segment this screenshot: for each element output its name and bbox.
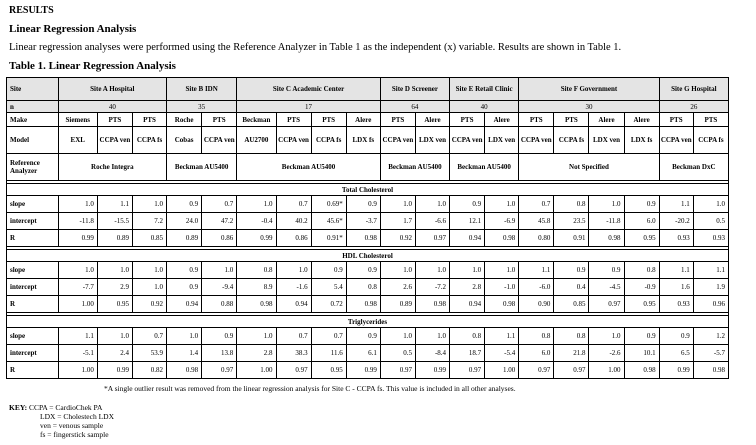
r-value-cell: 1.00 [237,362,276,379]
model-row [7,127,729,154]
slope-value-cell: 1.1 [97,196,132,213]
r-value-cell: 0.91 [554,230,589,247]
intercept-value-cell: -15.5 [97,213,132,230]
r-value-cell: 0.99 [237,230,276,247]
model-cell: LDX ven [589,127,624,154]
make-cell: Alere [346,113,380,127]
r-value-cell: 1.00 [589,362,624,379]
model-cell: AU2700 [237,127,276,154]
slope-value-cell: 1.0 [693,196,728,213]
slope-value-cell: 0.9 [311,262,346,279]
slope-value-cell: 1.0 [202,262,237,279]
model-cell: LDX ven [485,127,519,154]
model-cell: CCPA ven [276,127,311,154]
r-value-cell: 0.96 [693,296,728,313]
r-value-cell: 1.00 [58,296,97,313]
r-value-cell: 0.97 [450,362,485,379]
r-value-cell: 0.95 [624,296,659,313]
slope-value-cell: 1.1 [58,328,97,345]
slope-value-cell: 1.0 [380,262,415,279]
r-value-cell: 0.97 [589,296,624,313]
site-n-cell: 17 [237,101,381,113]
intercept-value-cell: 10.1 [624,345,659,362]
site-name-cell: Site E Retail Clinic [450,78,519,101]
reference-label: Reference Analyzer [7,154,59,181]
regression-table [6,77,729,379]
r-value-cell: 0.94 [276,296,311,313]
slope-value-cell: 0.9 [346,262,380,279]
slope-value-cell: 0.8 [450,328,485,345]
intercept-value-cell: 2.8 [237,345,276,362]
slope-value-cell: 0.7 [202,196,237,213]
reference-cell: Not Specified [519,154,659,181]
model-cell: CCPA fs [693,127,728,154]
slope-value-cell: 0.9 [346,328,380,345]
reference-cell: Beckman AU5400 [450,154,519,181]
intercept-value-cell: 24.0 [167,213,202,230]
r-value-cell: 0.97 [202,362,237,379]
intercept-value-cell: -7.2 [415,279,449,296]
intercept-value-cell: 47.2 [202,213,237,230]
r-value-cell: 1.00 [485,362,519,379]
intercept-value-cell: 1.6 [659,279,693,296]
slope-value-cell: 0.7 [276,196,311,213]
r-value-cell: 0.99 [97,362,132,379]
slope-value-cell: 1.0 [97,262,132,279]
r-value-cell: 0.97 [519,362,554,379]
intercept-value-cell: -2.6 [589,345,624,362]
intercept-value-cell: 8.9 [237,279,276,296]
slope-value-cell: 1.1 [693,262,728,279]
slope-value-cell: 1.0 [415,196,449,213]
slope-value-cell: 1.0 [589,328,624,345]
slope-value-cell: 0.8 [519,328,554,345]
intercept-value-cell: -5.4 [485,345,519,362]
slope-value-cell: 0.9 [589,262,624,279]
slope-value-cell: 1.0 [276,262,311,279]
r-value-cell: 0.97 [415,230,449,247]
intercept-value-cell: 0.5 [380,345,415,362]
intercept-value-cell: 0.8 [346,279,380,296]
slope-value-cell: 0.69* [311,196,346,213]
intercept-value-cell: -8.4 [415,345,449,362]
slope-value-cell: 1.1 [659,262,693,279]
slope-value-cell: 0.7 [519,196,554,213]
slope-value-cell: 1.0 [589,196,624,213]
intercept-value-cell: 2.6 [380,279,415,296]
make-cell: Alere [624,113,659,127]
intercept-value-cell: 0.9 [167,279,202,296]
slope-row [7,262,729,279]
slope-label: slope [7,262,59,279]
slope-value-cell: 1.0 [380,328,415,345]
intercept-value-cell: 1.9 [693,279,728,296]
slope-value-cell: 1.0 [450,262,485,279]
make-cell: PTS [519,113,554,127]
intercept-value-cell: -6.0 [519,279,554,296]
key-item: fs = fingerstick sample [40,430,109,439]
intercept-value-cell: -11.8 [58,213,97,230]
key-title: KEY: [9,403,28,412]
intercept-value-cell: 6.0 [519,345,554,362]
r-value-cell: 0.72 [311,296,346,313]
slope-row [7,328,729,345]
slope-value-cell: 0.7 [276,328,311,345]
slope-label: slope [7,328,59,345]
intercept-value-cell: 0.4 [554,279,589,296]
intercept-value-cell: 45.6* [311,213,346,230]
intercept-value-cell: 45.8 [519,213,554,230]
r-value-cell: 0.98 [346,296,380,313]
slope-value-cell: 0.9 [450,196,485,213]
reference-row [7,154,729,181]
intercept-value-cell: 2.8 [450,279,485,296]
site-label: Site [7,78,59,101]
intercept-value-cell: 40.2 [276,213,311,230]
r-value-cell: 0.99 [415,362,449,379]
make-cell: PTS [693,113,728,127]
r-label: R [7,230,59,247]
make-cell: PTS [311,113,346,127]
model-cell: CCPA fs [311,127,346,154]
r-value-cell: 0.97 [276,362,311,379]
reference-cell: Beckman AU5400 [237,154,381,181]
site-n-cell: 35 [167,101,237,113]
r-value-cell: 0.98 [485,230,519,247]
key-line [9,412,114,421]
intercept-value-cell: -1.6 [276,279,311,296]
slope-value-cell: 0.9 [554,262,589,279]
model-cell: CCPA ven [97,127,132,154]
r-value-cell: 0.99 [346,362,380,379]
r-value-cell: 0.94 [450,296,485,313]
model-label: Model [7,127,59,154]
make-cell: Siemens [58,113,97,127]
model-cell: CCPA ven [519,127,554,154]
reference-cell: Roche Integra [58,154,166,181]
model-cell: EXL [58,127,97,154]
r-value-cell: 0.88 [202,296,237,313]
r-value-cell: 0.93 [659,230,693,247]
make-cell: Beckman [237,113,276,127]
slope-value-cell: 0.9 [167,196,202,213]
r-value-cell: 0.92 [380,230,415,247]
slope-value-cell: 1.0 [132,196,166,213]
intercept-value-cell: 6.5 [659,345,693,362]
intercept-value-cell: -1.0 [485,279,519,296]
r-row [7,230,729,247]
model-cell: CCPA ven [450,127,485,154]
section-header-row [7,250,729,262]
section-header-row [7,316,729,328]
r-value-cell: 0.89 [97,230,132,247]
r-value-cell: 1.00 [58,362,97,379]
slope-value-cell: 1.0 [167,328,202,345]
model-cell: CCPA ven [659,127,693,154]
reference-cell: Beckman AU5400 [167,154,237,181]
r-value-cell: 0.98 [589,230,624,247]
key-legend [9,403,114,439]
intercept-value-cell: 13.8 [202,345,237,362]
make-cell: PTS [554,113,589,127]
slope-value-cell: 0.8 [554,196,589,213]
intercept-value-cell: 21.8 [554,345,589,362]
r-value-cell: 0.92 [132,296,166,313]
make-row [7,113,729,127]
r-value-cell: 0.98 [167,362,202,379]
site-n-cell: 40 [450,101,519,113]
make-cell: Alere [485,113,519,127]
site-name-cell: Site F Government [519,78,659,101]
intercept-value-cell: -0.4 [237,213,276,230]
slope-value-cell: 0.8 [237,262,276,279]
intercept-value-cell: -0.9 [624,279,659,296]
intercept-value-cell: 7.2 [132,213,166,230]
r-value-cell: 0.80 [519,230,554,247]
intercept-value-cell: -5.1 [58,345,97,362]
slope-value-cell: 1.0 [237,328,276,345]
r-label: R [7,362,59,379]
key-item: CCPA = CardioChek PA [28,403,103,412]
slope-value-cell: 0.9 [346,196,380,213]
r-value-cell: 0.97 [554,362,589,379]
r-value-cell: 0.98 [485,296,519,313]
slope-value-cell: 0.9 [659,328,693,345]
slope-value-cell: 0.9 [624,328,659,345]
section-title-cell: Triglycerides [7,316,729,328]
slope-value-cell: 0.9 [167,262,202,279]
intercept-label: intercept [7,345,59,362]
model-cell: Cobas [167,127,202,154]
key-line [9,430,114,439]
slope-value-cell: 1.0 [485,262,519,279]
model-cell: CCPA ven [380,127,415,154]
section-title-cell: HDL Cholesterol [7,250,729,262]
r-value-cell: 0.93 [693,230,728,247]
results-heading: RESULTS [9,5,54,16]
key-line [9,403,114,412]
intercept-label: intercept [7,279,59,296]
r-value-cell: 0.94 [450,230,485,247]
intercept-value-cell: 2.4 [97,345,132,362]
intercept-value-cell: 1.4 [167,345,202,362]
r-value-cell: 0.89 [380,296,415,313]
r-value-cell: 0.98 [624,362,659,379]
r-value-cell: 0.85 [554,296,589,313]
make-cell: PTS [97,113,132,127]
section-title-cell: Total Cholesterol [7,184,729,196]
site-n-cell: 26 [659,101,728,113]
intercept-value-cell: -20.2 [659,213,693,230]
intercept-value-cell: -3.7 [346,213,380,230]
slope-value-cell: 1.0 [132,262,166,279]
r-value-cell: 0.89 [167,230,202,247]
r-row [7,296,729,313]
r-value-cell: 0.95 [311,362,346,379]
r-value-cell: 0.99 [659,362,693,379]
intercept-value-cell: 6.0 [624,213,659,230]
make-cell: Alere [415,113,449,127]
key-line [9,421,114,430]
slope-label: slope [7,196,59,213]
section-title: Linear Regression Analysis [9,23,137,35]
slope-value-cell: 1.1 [519,262,554,279]
intercept-value-cell: -9.4 [202,279,237,296]
intercept-value-cell: 1.0 [132,279,166,296]
intercept-row [7,345,729,362]
n-row [7,101,729,113]
r-value-cell: 0.94 [167,296,202,313]
r-value-cell: 0.97 [380,362,415,379]
make-cell: PTS [276,113,311,127]
model-cell: LDX ven [415,127,449,154]
model-cell: LDX fs [624,127,659,154]
key-item: ven = venous sample [40,421,104,430]
slope-value-cell: 1.0 [415,262,449,279]
site-name-cell: Site D Screener [380,78,449,101]
reference-cell: Beckman AU5400 [380,154,449,181]
intercept-value-cell: -6.6 [415,213,449,230]
intercept-value-cell: 18.7 [450,345,485,362]
site-name-cell: Site G Hospital [659,78,728,101]
slope-value-cell: 1.2 [693,328,728,345]
r-value-cell: 0.98 [346,230,380,247]
key-item: LDX = Cholestech LDX [40,412,115,421]
footnote: *A single outlier result was removed from the linear regression analysis for Site C - CCPA fs. This value is included in all other analyses. [104,384,516,393]
site-header-row [7,78,729,101]
make-cell: PTS [202,113,237,127]
r-value-cell: 0.98 [693,362,728,379]
intercept-value-cell: -11.8 [589,213,624,230]
slope-row [7,196,729,213]
make-cell: PTS [132,113,166,127]
intercept-label: intercept [7,213,59,230]
intercept-value-cell: -6.9 [485,213,519,230]
make-cell: PTS [450,113,485,127]
site-n-cell: 30 [519,101,659,113]
slope-value-cell: 1.0 [58,262,97,279]
intercept-row [7,279,729,296]
r-value-cell: 0.85 [132,230,166,247]
r-value-cell: 0.99 [58,230,97,247]
r-value-cell: 0.90 [519,296,554,313]
make-label: Make [7,113,59,127]
make-cell: PTS [380,113,415,127]
intercept-value-cell: 5.4 [311,279,346,296]
slope-value-cell: 1.0 [380,196,415,213]
slope-value-cell: 0.9 [202,328,237,345]
slope-value-cell: 1.0 [237,196,276,213]
intercept-value-cell: -7.7 [58,279,97,296]
intercept-value-cell: 0.5 [693,213,728,230]
slope-value-cell: 0.7 [311,328,346,345]
section-header-row [7,184,729,196]
make-cell: Roche [167,113,202,127]
model-cell: LDX fs [346,127,380,154]
r-value-cell: 0.82 [132,362,166,379]
intro-text: Linear regression analyses were performed using the Reference Analyzer in Table 1 as the independent (x) variable. Results are shown in Table 1. [9,42,622,53]
intercept-value-cell: -4.5 [589,279,624,296]
r-value-cell: 0.98 [415,296,449,313]
intercept-value-cell: 11.6 [311,345,346,362]
intercept-value-cell: 12.1 [450,213,485,230]
intercept-row [7,213,729,230]
slope-value-cell: 1.1 [659,196,693,213]
site-n-cell: 40 [58,101,166,113]
model-cell: CCPA ven [202,127,237,154]
slope-value-cell: 0.8 [554,328,589,345]
slope-value-cell: 0.7 [132,328,166,345]
r-value-cell: 0.86 [202,230,237,247]
intercept-value-cell: 23.5 [554,213,589,230]
make-cell: PTS [659,113,693,127]
r-label: R [7,296,59,313]
r-value-cell: 0.86 [276,230,311,247]
site-n-cell: 64 [380,101,449,113]
intercept-value-cell: 53.9 [132,345,166,362]
intercept-value-cell: 1.7 [380,213,415,230]
slope-value-cell: 1.0 [97,328,132,345]
slope-value-cell: 0.8 [624,262,659,279]
model-cell: CCPA fs [554,127,589,154]
slope-value-cell: 1.0 [485,196,519,213]
intercept-value-cell: -5.7 [693,345,728,362]
make-cell: Alere [589,113,624,127]
site-name-cell: Site B IDN [167,78,237,101]
reference-cell: Beckman DxC [659,154,728,181]
r-row [7,362,729,379]
r-value-cell: 0.98 [237,296,276,313]
r-value-cell: 0.95 [624,230,659,247]
model-cell: CCPA fs [132,127,166,154]
site-name-cell: Site A Hospital [58,78,166,101]
slope-value-cell: 1.1 [485,328,519,345]
slope-value-cell: 1.0 [58,196,97,213]
n-label: n [7,101,59,113]
r-value-cell: 0.95 [97,296,132,313]
r-value-cell: 0.91* [311,230,346,247]
intercept-value-cell: 38.3 [276,345,311,362]
site-name-cell: Site C Academic Center [237,78,381,101]
slope-value-cell: 1.0 [415,328,449,345]
slope-value-cell: 0.9 [624,196,659,213]
r-value-cell: 0.93 [659,296,693,313]
table-title: Table 1. Linear Regression Analysis [9,60,176,72]
intercept-value-cell: 2.9 [97,279,132,296]
intercept-value-cell: 6.1 [346,345,380,362]
